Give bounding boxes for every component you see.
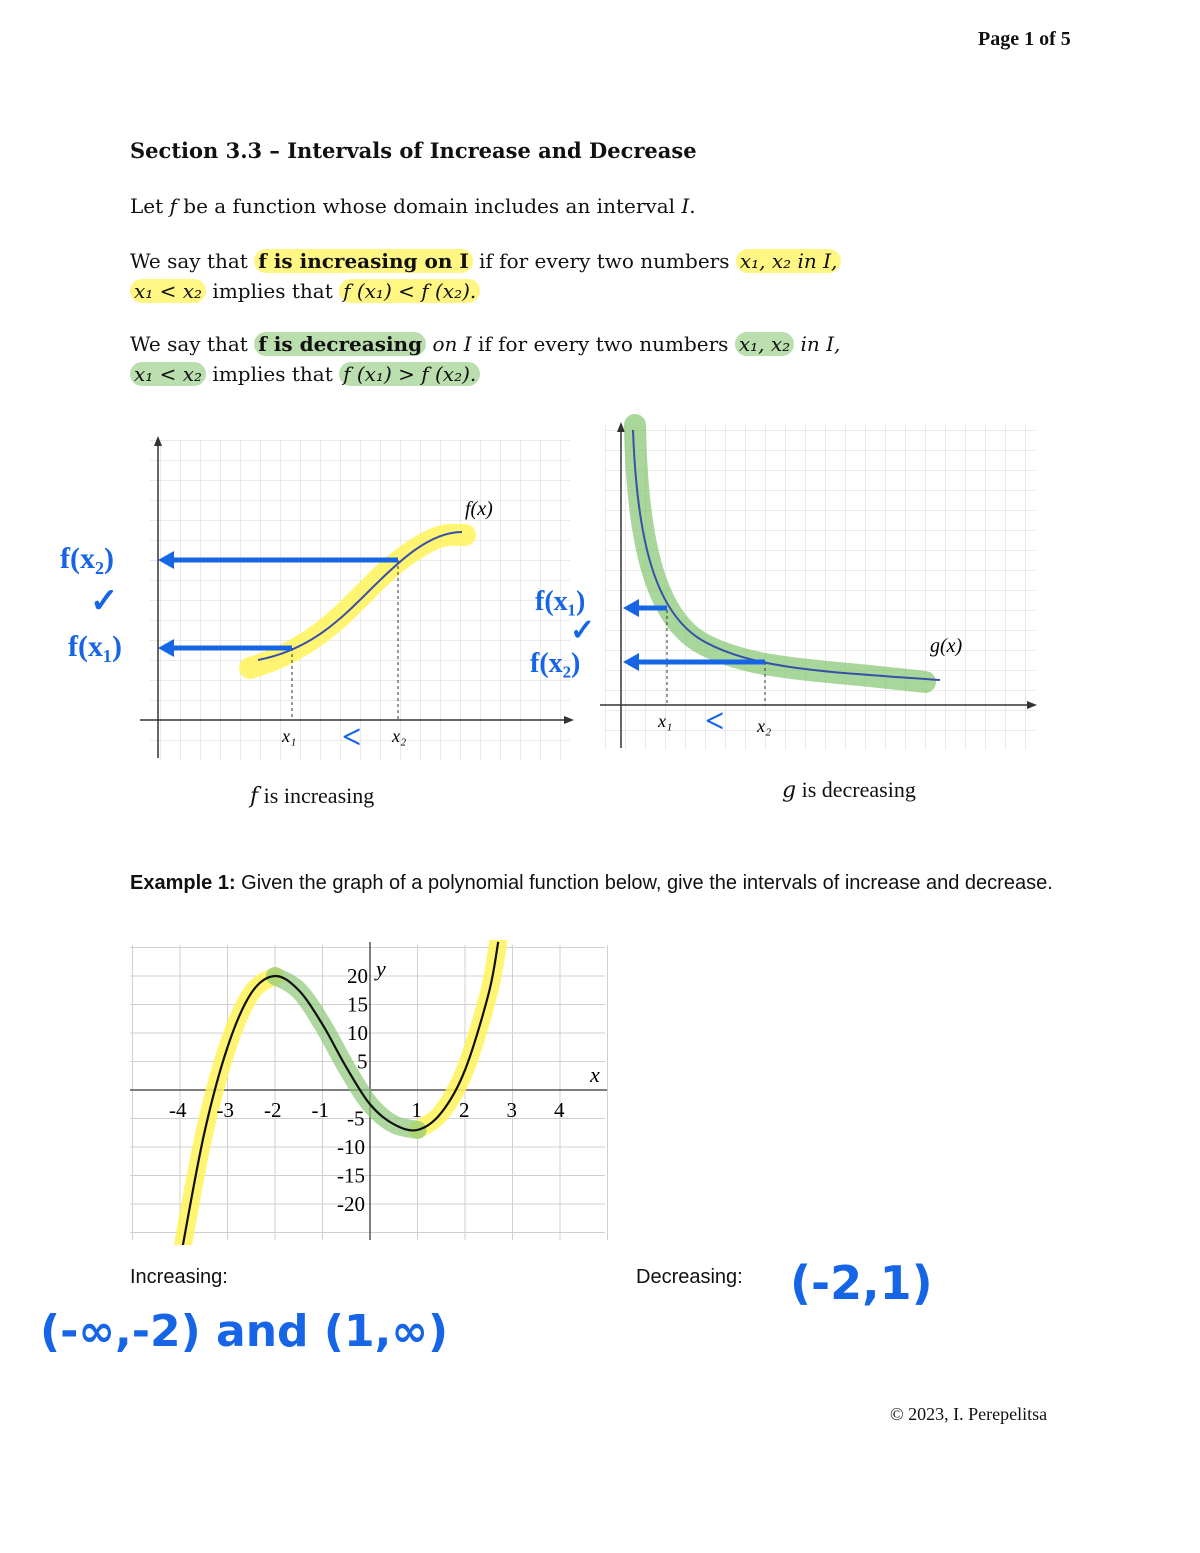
- hw-fx1: f(x₁): [535, 586, 586, 617]
- y-tick-label: 20: [347, 964, 368, 988]
- increasing-highlight-right: [418, 942, 499, 1130]
- inc-l1-highlight: f is increasing on I: [254, 249, 472, 273]
- x2-label: x₂: [392, 726, 407, 746]
- intro-end: .: [689, 194, 696, 218]
- y-tick-label: 5: [357, 1049, 368, 1074]
- dec-l1-mid: on I: [426, 332, 472, 356]
- x-tick-label: -2: [264, 1098, 282, 1122]
- x1-label: x₁: [658, 711, 673, 731]
- x1-label: x₁: [282, 726, 297, 746]
- x-axis-label: x: [590, 1062, 600, 1087]
- inc-l2-b: implies that: [206, 279, 340, 303]
- footer-copyright: © 2023, I. Perepelitsa: [890, 1404, 1048, 1424]
- dec-l1-b: if for every two numbers: [471, 332, 735, 356]
- f-label: f(x): [465, 498, 493, 520]
- caption-f: f: [250, 784, 259, 809]
- decreasing-def-line2: [130, 360, 480, 388]
- decreasing-answer: (-2,1): [790, 1256, 933, 1310]
- intro-mid: be a function whose domain includes an interval: [176, 194, 682, 218]
- increasing-label: Increasing:: [130, 1266, 228, 1288]
- hw-fx2: f(x₂): [530, 648, 581, 679]
- y-tick-label: -20: [337, 1192, 365, 1216]
- dec-l1-a: We say that: [130, 332, 255, 356]
- example-label: Example 1:: [130, 872, 236, 894]
- x-tick-label: -1: [311, 1098, 329, 1122]
- intro-text: [130, 192, 696, 220]
- intro-interval: I: [681, 194, 690, 218]
- page-number: Page 1 of 5: [978, 28, 1071, 50]
- y-tick-label: -5: [347, 1106, 365, 1131]
- hw-check: ✓: [90, 583, 119, 620]
- y-tick-label: 10: [347, 1021, 368, 1045]
- inc-l1-vars: x₁, x₂ in I,: [736, 249, 842, 273]
- decreasing-label: Decreasing:: [636, 1266, 743, 1288]
- dec-l1-highlight: f is decreasing: [254, 332, 426, 356]
- caption-increasing: is increasing: [258, 783, 375, 808]
- intro-f: f: [169, 194, 177, 218]
- inc-l2-a: x₁ < x₂: [130, 279, 206, 303]
- dec-l2-c: f (x₁) > f (x₂).: [339, 362, 480, 386]
- dec-l1-vars: x₁, x₂: [735, 332, 794, 356]
- hw-check: ✓: [570, 614, 596, 647]
- hw-less-than: <: [342, 719, 362, 756]
- polynomial-chart: [125, 940, 615, 1245]
- x-tick-label: 1: [411, 1098, 422, 1122]
- x-tick-label: 3: [506, 1098, 517, 1122]
- inc-l1-b: if for every two numbers: [472, 249, 736, 273]
- decreasing-def-line1: [130, 330, 840, 358]
- x-tick-label: -3: [216, 1098, 234, 1122]
- example-prompt: [130, 870, 1080, 897]
- inc-l2-c: f (x₁) < f (x₂).: [339, 279, 480, 303]
- dec-l2-b: implies that: [206, 362, 340, 386]
- x-tick-label: 2: [459, 1098, 470, 1122]
- y-tick-label: 15: [347, 992, 368, 1017]
- hw-fx2: f(x₂): [60, 542, 114, 575]
- section-title: Section 3.3 – Intervals of Increase and Decrease: [130, 138, 697, 163]
- increasing-graph: [60, 420, 590, 820]
- dec-l2-a: x₁ < x₂: [130, 362, 206, 386]
- x-tick-label: -4: [169, 1098, 187, 1122]
- hw-fx1: f(x₁): [68, 630, 122, 663]
- y-tick-label: -10: [337, 1135, 365, 1159]
- increasing-def-line1: [130, 247, 841, 275]
- x-tick-label: 4: [554, 1098, 565, 1122]
- intro-pre: Let: [130, 194, 170, 218]
- example-text: Given the graph of a polynomial function below, give the intervals of increase and decrease.: [235, 872, 1053, 894]
- decreasing-caption: [782, 777, 916, 803]
- caption-g: g: [782, 778, 797, 803]
- dec-l1-end: in I,: [794, 332, 841, 356]
- caption-decreasing: is decreasing: [796, 777, 916, 802]
- hw-less-than: <: [705, 703, 725, 740]
- y-tick-label: -15: [337, 1163, 365, 1188]
- increasing-answer: (-∞,-2) and (1,∞): [40, 1306, 449, 1357]
- increasing-def-line2: [130, 277, 480, 305]
- decreasing-graph: [525, 410, 1045, 810]
- g-label: g(x): [930, 635, 963, 657]
- increasing-caption: [250, 783, 374, 809]
- x2-label: x₂: [757, 716, 772, 736]
- y-axis-label: y: [376, 956, 386, 981]
- inc-l1-a: We say that: [130, 249, 255, 273]
